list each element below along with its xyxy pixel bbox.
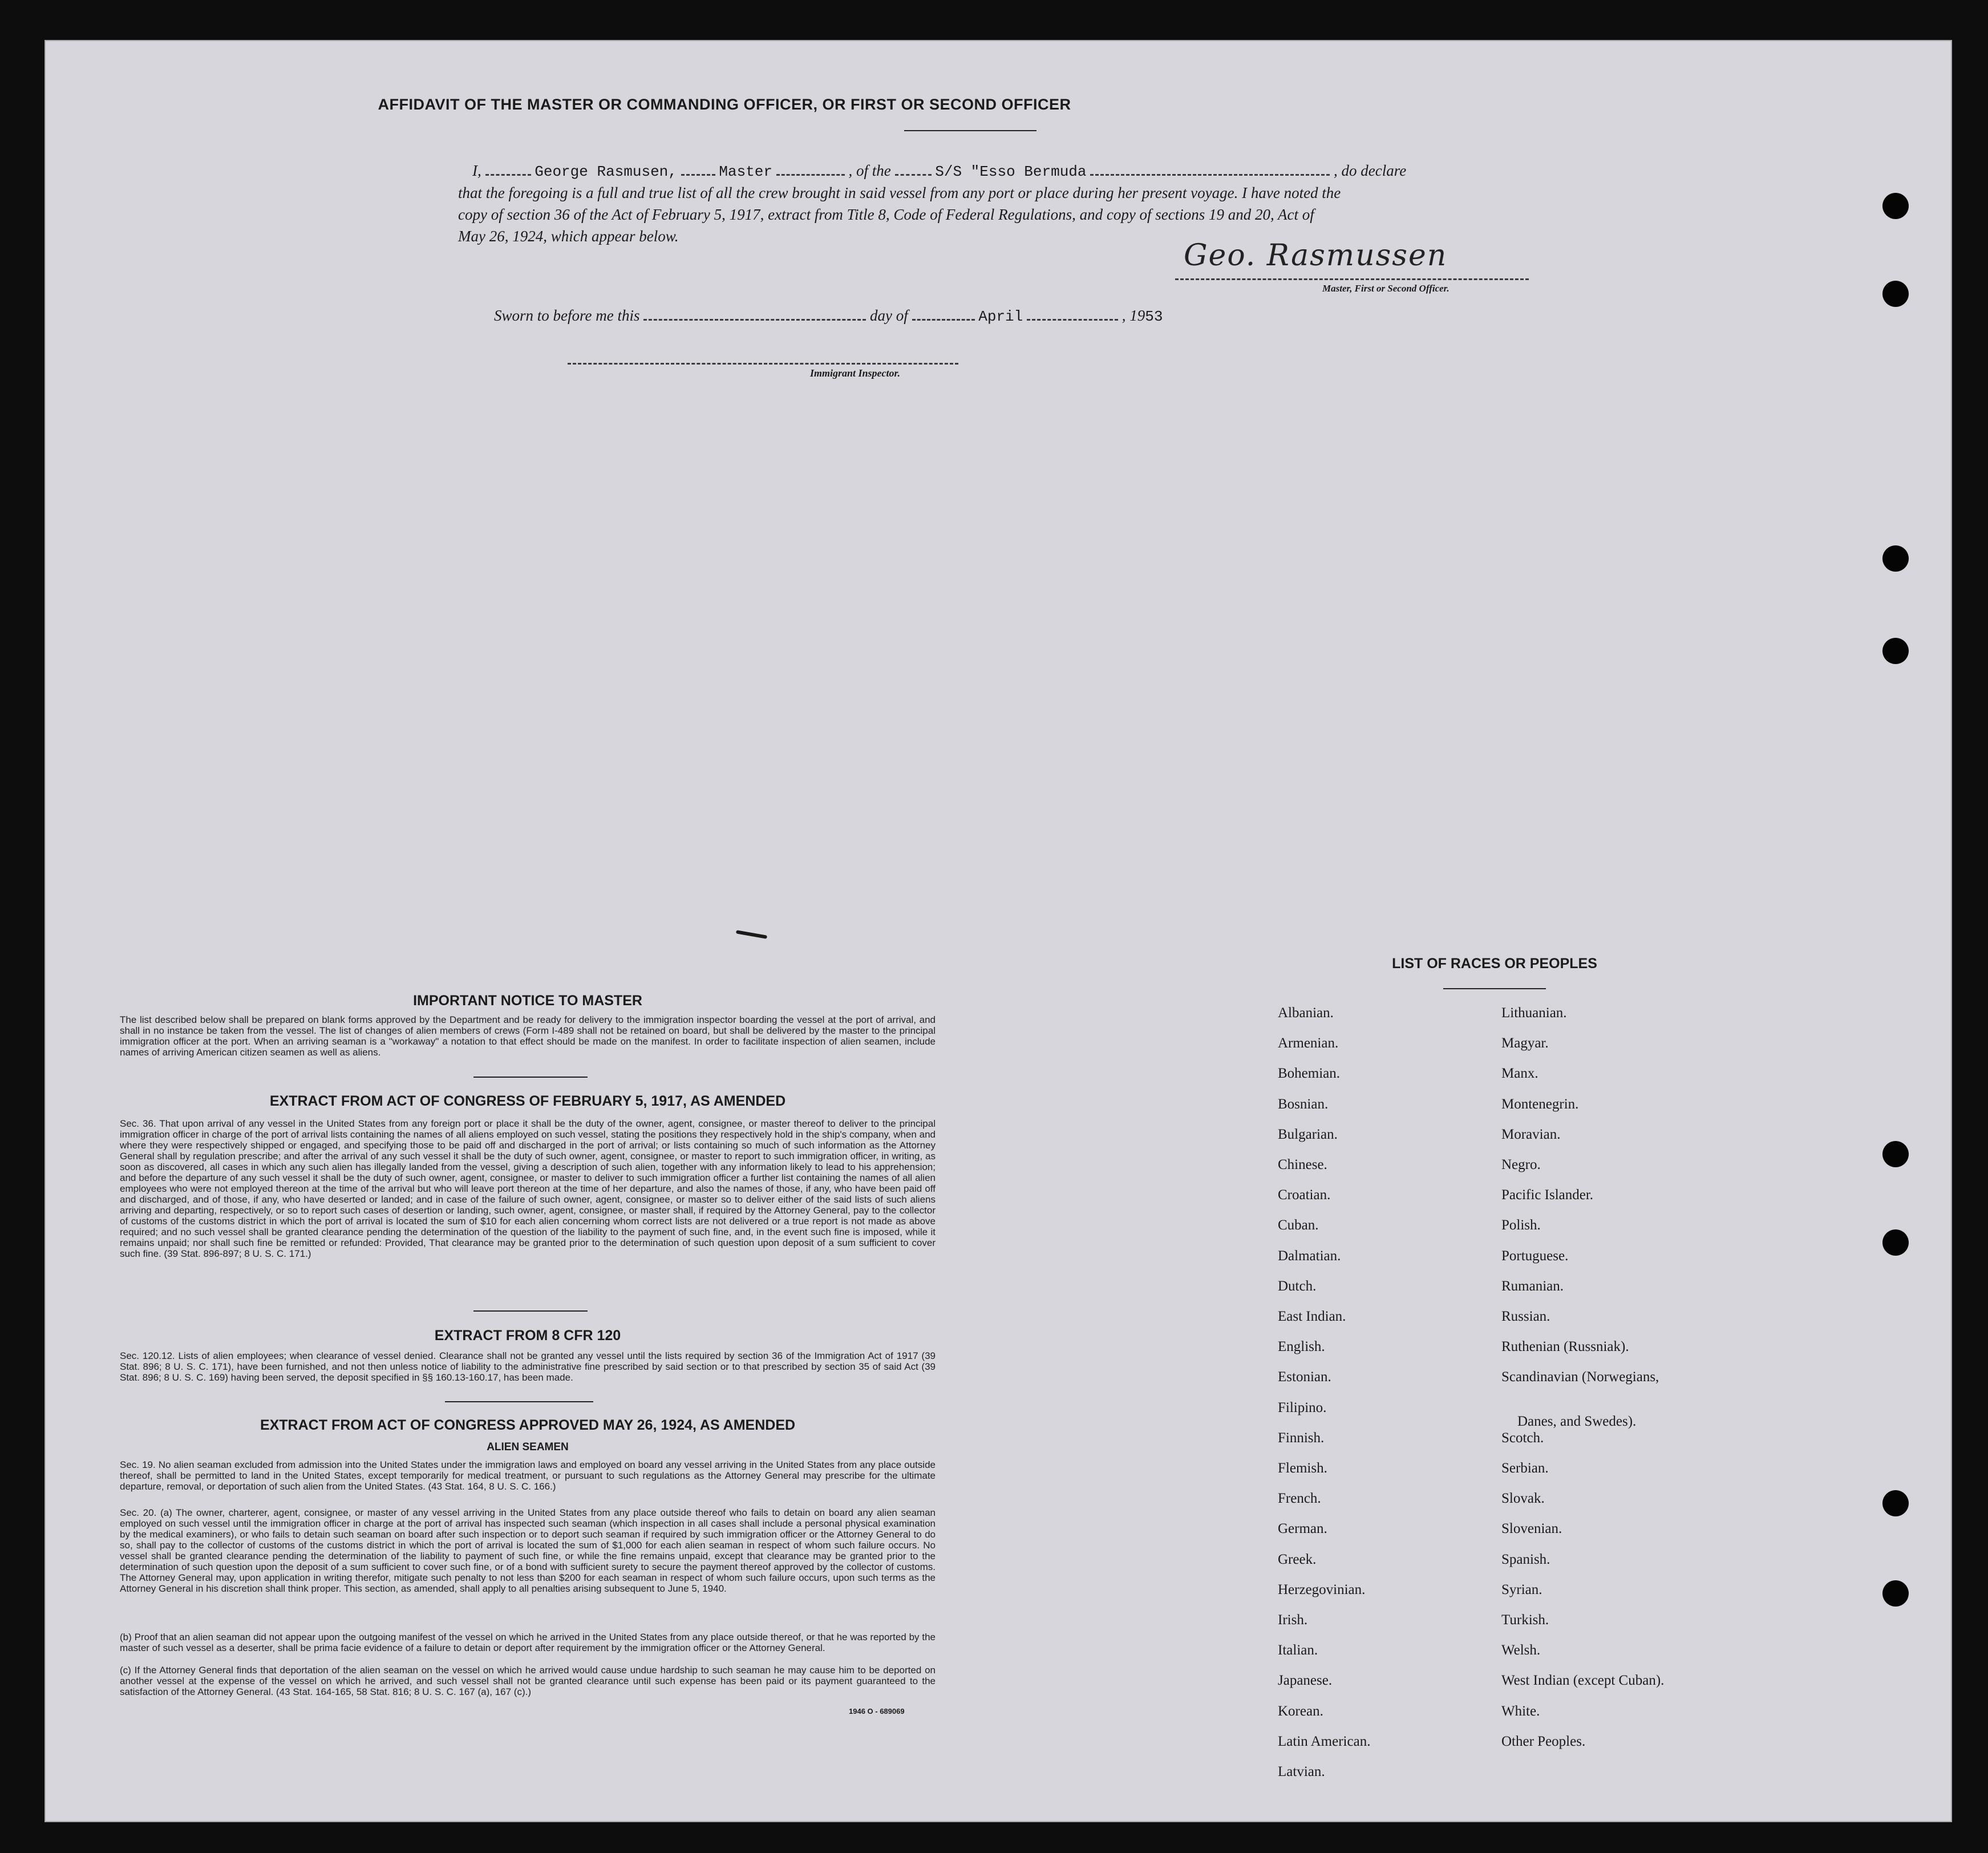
extract-1917-title: EXTRACT FROM ACT OF CONGRESS OF FEBRUARY 5, 1917, AS AMENDED [269, 1093, 786, 1109]
race-item: Spanish. [1501, 1551, 1550, 1567]
punch-hole [1882, 281, 1909, 307]
blank-line [912, 319, 975, 321]
races-title: LIST OF RACES OR PEOPLES [1392, 956, 1597, 972]
day-of-label: day of [870, 307, 908, 324]
blank-line [895, 174, 932, 176]
race-item: Other Peoples. [1501, 1733, 1586, 1749]
sworn-label: Sworn to before me this [494, 307, 640, 324]
race-item: Dutch. [1278, 1278, 1317, 1294]
section-divider [445, 1401, 593, 1402]
vessel-name: S/S "Esso Bermuda [935, 163, 1087, 180]
race-item: German. [1278, 1521, 1327, 1537]
race-item: Croatian. [1278, 1187, 1331, 1203]
race-item: Armenian. [1278, 1035, 1339, 1051]
race-item: Herzegovinian. [1278, 1581, 1366, 1597]
do-declare-label: , do declare [1334, 162, 1407, 179]
punch-hole [1882, 1580, 1909, 1607]
race-item: Portuguese. [1501, 1248, 1569, 1264]
race-item: White. [1501, 1703, 1540, 1719]
race-item: Danes, and Swedes). [1517, 1413, 1637, 1429]
notice-title: IMPORTANT NOTICE TO MASTER [413, 993, 642, 1009]
race-item: Turkish. [1501, 1612, 1549, 1628]
race-item: Ruthenian (Russniak). [1501, 1339, 1629, 1355]
race-item: Moravian. [1501, 1126, 1561, 1142]
race-item: Bulgarian. [1278, 1126, 1338, 1142]
race-item: Irish. [1278, 1612, 1308, 1628]
race-item: Italian. [1278, 1642, 1318, 1658]
race-item: Syrian. [1501, 1581, 1542, 1597]
extract-1924-subtitle: ALIEN SEAMEN [487, 1441, 569, 1453]
race-item: Latin American. [1278, 1733, 1371, 1749]
race-item: English. [1278, 1339, 1325, 1355]
master-rank: Master [719, 163, 773, 180]
race-item: Slovak. [1501, 1491, 1545, 1507]
affidavit-body-line: copy of section 36 of the Act of February 5, 1917, extract from Title 8, Code of Federal Regulations, and copy of sections 19 and 20, Act of [458, 206, 1314, 223]
race-item: Russian. [1501, 1309, 1550, 1324]
of-the-label: , of the [848, 162, 891, 179]
race-item: Manx. [1501, 1066, 1538, 1082]
punch-hole [1882, 638, 1909, 664]
race-item: Negro. [1501, 1157, 1541, 1172]
blank-line [1027, 319, 1118, 321]
blank-line [1090, 174, 1330, 176]
month-value: April [978, 308, 1023, 325]
race-item: Japanese. [1278, 1673, 1333, 1689]
race-item: Bohemian. [1278, 1066, 1341, 1082]
race-item: West Indian (except Cuban). [1501, 1673, 1665, 1689]
race-item: Magyar. [1501, 1035, 1549, 1051]
race-item: Serbian. [1501, 1460, 1549, 1476]
punch-hole [1882, 1490, 1909, 1516]
race-item: Chinese. [1278, 1157, 1327, 1172]
notice-text: The list described below shall be prepared on blank forms approved by the Department and be ready for delivery to the immigration inspector boarding the vessel at the port of arrival, and shall in no instance be taken from the vessel. The list of changes of alien members of crews (Form I-489 shall not be retained on board, but shall be delivered by the master to the principal immigration officer at the port. When an arriving seaman is a "workaway" a notation to that effect should be made on the manifest. In order to facilitate inspection of alien seamen, include names of arriving American citizen seamen as well as aliens. [120, 1014, 936, 1058]
race-item: French. [1278, 1491, 1321, 1507]
race-item: East Indian. [1278, 1309, 1346, 1324]
punch-hole [1882, 193, 1909, 219]
race-item: Latvian. [1278, 1764, 1325, 1779]
extract-1924-sec20c: (c) If the Attorney General finds that deportation of the alien seaman on the vessel on which he arrived would cause undue hardship to such seaman he may cause him to be deported on another vessel at the expense of the vessel on which he arrived, and such vessel shall not be granted clearance until such expense has been paid or its payment guaranteed to the satisfaction of the Attorney General. (43 Stat. 164-165, 58 Stat. 816; 8 U. S. C. 167 (a), 167 (c).) [120, 1665, 936, 1697]
handwritten-signature: Geo. Rasmussen [1184, 238, 1448, 273]
race-item: Rumanian. [1501, 1278, 1564, 1294]
race-item: Lithuanian. [1501, 1005, 1567, 1021]
signature-line [1175, 278, 1529, 280]
extract-1924-sec20a: Sec. 20. (a) The owner, charterer, agent, consignee, or master of any vessel arriving in the United States from any place outside thereof who fails to detain on board any alien seaman employed on such vessel until the immigration officer in charge at the port of arrival has inspected such seaman (which inspection in all cases shall include a personal physical examination by the medical examiners), or who fails to detain such seaman on board after such inspection or to deport such seaman if required by such immigration officer or the Attorney General to do so, shall pay to the collector of customs of the customs district in which the port of arrival is located the sum of $1,000 for each alien seaman in respect of whom such failure occurs. No vessel shall be granted clearance pending the determination of the liability to payment of such fine, or while the fine remains unpaid, except that clearance may be granted prior to the determination of such question upon the deposit of a sum sufficient to cover such fine, or of a bond with sufficient surety to secure the payment thereof approved by the collector of customs. The Attorney General may, upon application in writing therefor, mitigate such penalty to not less than $200 for each seaman in respect of whom such failure occurs, upon such terms as the Attorney General in his discretion shall think proper. This section, as amended, shall apply to all penalties arising subsequent to June 5, 1940. [120, 1507, 936, 1594]
race-item: Welsh. [1501, 1642, 1541, 1658]
blank-line [681, 174, 715, 176]
race-item: Polish. [1501, 1217, 1541, 1233]
affidavit-body-line: May 26, 1924, which appear below. [458, 228, 679, 245]
races-underline [1443, 988, 1546, 989]
race-item: Bosnian. [1278, 1096, 1329, 1112]
race-item: Greek. [1278, 1551, 1317, 1567]
race-item: Estonian. [1278, 1369, 1331, 1385]
printer-mark: 1946 O - 689069 [849, 1707, 905, 1716]
section-divider [473, 1077, 588, 1078]
title-underline [904, 130, 1036, 131]
year-prefix: , 19 [1121, 307, 1145, 324]
signature-caption: Master, First or Second Officer. [1322, 283, 1450, 294]
punch-hole [1882, 1141, 1909, 1167]
master-name: George Rasmusen, [535, 163, 677, 180]
blank-line [485, 174, 531, 176]
punch-hole [1882, 545, 1909, 572]
extract-cfr-text: Sec. 120.12. Lists of alien employees; when clearance of vessel denied. Clearance shall not be granted any vessel until the lists required by section 36 of the Immigration Act of 1917 (39 Stat. 896; 8 U. S. C. 171), have been furnished, and not then unless notice of liability to the administrative fine prescribed by said section or to that prescribed by section 35 of said Act (39 Stat. 896; 8 U. S. C. 169) having been served, the deposit specified in §§ 160.13-160.17, has been made. [120, 1350, 936, 1383]
section-divider [473, 1310, 588, 1312]
extract-1924-sec20b: (b) Proof that an alien seaman did not appear upon the outgoing manifest of the vessel on which he arrived in the United States from any place outside thereof, or that he was reported by the master of such vessel as a deserter, shall be prima facie evidence of a failure to detain or deport after requirement by the immigration officer or the Attorney General. [120, 1632, 936, 1653]
blank-line [643, 319, 866, 321]
race-item: Scandinavian (Norwegians, [1501, 1369, 1659, 1385]
race-item: Cuban. [1278, 1217, 1319, 1233]
affidavit-declaration-line [472, 162, 1406, 180]
race-item: Pacific Islander. [1501, 1187, 1594, 1203]
inspector-caption: Immigrant Inspector. [810, 367, 901, 379]
sworn-line [494, 307, 1163, 325]
race-item: Montenegrin. [1501, 1096, 1579, 1112]
affidavit-title: AFFIDAVIT OF THE MASTER OR COMMANDING OFFICER, OR FIRST OR SECOND OFFICER [378, 96, 1071, 113]
race-item: Filipino. [1278, 1399, 1327, 1415]
race-item: Scotch. [1501, 1430, 1544, 1446]
race-item: Albanian. [1278, 1005, 1334, 1021]
i-label: I, [472, 162, 481, 179]
race-item: Finnish. [1278, 1430, 1325, 1446]
punch-hole [1882, 1229, 1909, 1256]
blank-line [776, 174, 845, 176]
race-item: Dalmatian. [1278, 1248, 1341, 1264]
extract-1924-sec19: Sec. 19. No alien seaman excluded from admission into the United States under the immigration laws and employed on board any vessel arriving in the United States from any place outside thereof, shall be permitted to land in the United States, except temporarily for medical treatment, or pursuant to such regulations as the Attorney General may prescribe for the ultimate departure, removal, or deportation of such alien from the United States. (43 Stat. 164, 8 U. S. C. 166.) [120, 1459, 936, 1492]
race-item: Korean. [1278, 1703, 1323, 1719]
race-item: Slovenian. [1501, 1521, 1562, 1537]
inspector-line [568, 363, 958, 365]
year-value: 53 [1145, 308, 1163, 325]
race-item: Flemish. [1278, 1460, 1327, 1476]
affidavit-body-line: that the foregoing is a full and true list of all the crew brought in said vessel from any port or place during her present voyage. I have noted the [458, 184, 1341, 201]
extract-1924-title: EXTRACT FROM ACT OF CONGRESS APPROVED MAY 26, 1924, AS AMENDED [260, 1417, 796, 1433]
extract-1917-text: Sec. 36. That upon arrival of any vessel in the United States from any foreign port or place it shall be the duty of the owner, agent, consignee, or master thereof to deliver to the principal immigration officer in charge of the port of arrival lists containing the names of all aliens employed on such vessel, stating the positions they respectively hold in the ship's company, when and where they were respectively shipped or engaged, and specifying those to be paid off and discharged in the port of arrival; or lists containing so much of such information as the Attorney General shall by regulation prescribe; and after the arrival of any such vessel it shall be the duty of such owner, agent, consignee, or master to report to such immigration officer, in writing, as soon as discovered, all cases in which any such alien has illegally landed from the vessel, giving a description of such alien, together with any information likely to lead to his apprehension; and before the departure of any such vessel it shall be the duty of such owner, agent, consignee, or master to deliver to such immigration officer a further list containing the names of all alien employees who were not employed thereon at the time of the arrival but who will leave port thereon at the time of her departure, and also the names of those, if any, who have been paid off and discharged, and of those, if any, who have deserted or landed; and in case of the failure of such owner, agent, consignee, or master so to deliver either of the said lists of such aliens arriving and departing, respectively, or so to report such cases of desertion or landing, such owner, agent, consignee, or master shall, if required by the Attorney General, pay to the collector of customs of the customs district in which the port of arrival is located the sum of $10 for each alien concerning whom correct lists are not delivered or a true report is not made as above required; and no such vessel shall be granted clearance pending the determination of the question of the liability to the payment of such fine, and, in the event such fine is imposed, while it remains unpaid; nor shall such fine be remitted or refunded: Provided, That clearance may be granted prior to the determination of such question upon deposit of a sum sufficient to cover such fine. (39 Stat. 896-897; 8 U. S. C. 171.) [120, 1118, 936, 1259]
extract-cfr-title: EXTRACT FROM 8 CFR 120 [434, 1328, 621, 1344]
